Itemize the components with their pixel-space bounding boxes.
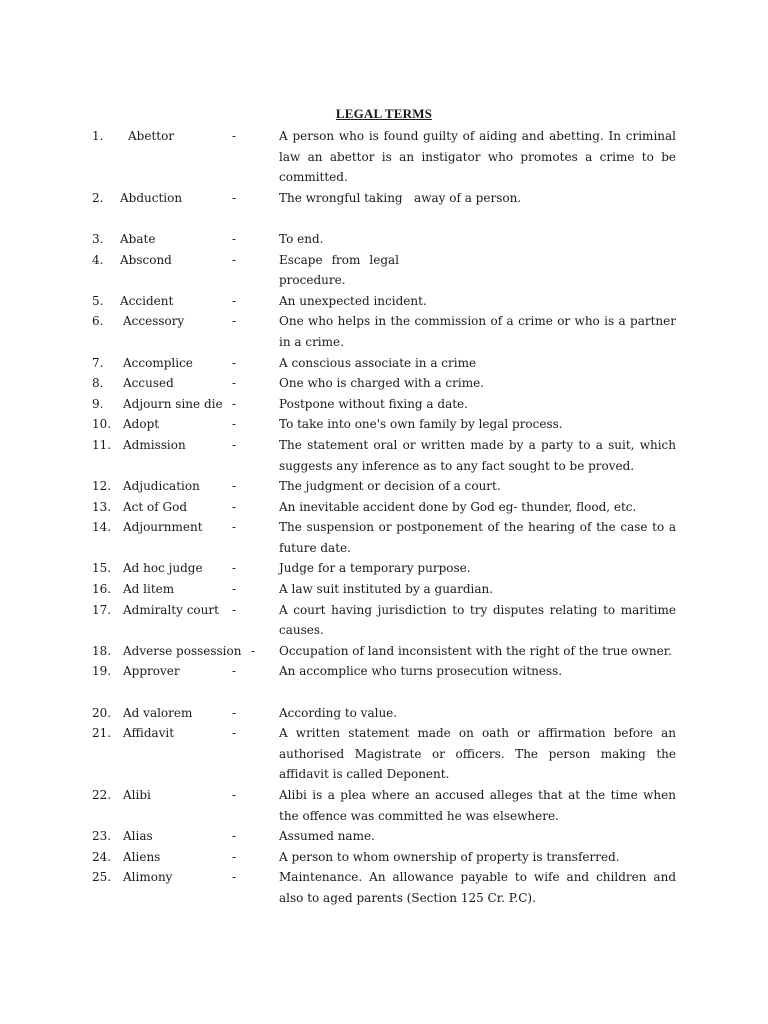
entry-definition: The suspension or postponement of the hearing of the case to a future date. <box>279 520 676 555</box>
entry-definition: One who helps in the commission of a crime or who is a partner in a crime. <box>279 314 676 349</box>
entry-dash: - <box>232 252 237 267</box>
entry-number: 8. <box>92 376 104 391</box>
entry-number: 6. <box>92 314 104 329</box>
entry-dash: - <box>232 602 237 617</box>
entry-term: Approver <box>123 664 180 679</box>
list-item <box>0 558 768 579</box>
entry-dash: - <box>232 437 237 452</box>
entry-dash: - <box>232 664 237 679</box>
entry-definition: An unexpected incident. <box>279 293 427 308</box>
entry-number: 15. <box>92 561 112 576</box>
entry-number: 3. <box>92 231 104 246</box>
entry-term: Abate <box>120 231 156 246</box>
list-item <box>0 394 768 415</box>
list-item <box>0 867 768 908</box>
list-item <box>0 703 768 724</box>
list-item <box>0 600 768 641</box>
entry-dash: - <box>232 829 237 844</box>
list-item <box>0 311 768 352</box>
list-item <box>0 579 768 600</box>
entry-number: 20. <box>92 705 112 720</box>
entry-number: 11. <box>92 437 112 452</box>
entry-dash: - <box>232 520 237 535</box>
entry-definition: Assumed name. <box>279 829 375 844</box>
entry-number: 12. <box>92 479 112 494</box>
entry-number: 2. <box>92 190 104 205</box>
entry-number: 4. <box>92 252 104 267</box>
entry-dash: - <box>232 396 237 411</box>
list-item <box>0 126 768 188</box>
entry-term: Abettor <box>128 129 175 143</box>
entry-number: 21. <box>92 726 112 741</box>
entry-dash: - <box>232 582 237 597</box>
entry-dash: - <box>232 726 237 741</box>
list-item <box>0 435 768 476</box>
entry-dash: - <box>232 376 237 391</box>
list-item <box>0 785 768 826</box>
list-item <box>0 826 768 847</box>
entry-term: Accused <box>123 376 174 391</box>
entry-definition: The wrongful taking away of a person. <box>279 190 522 205</box>
list-item <box>0 497 768 518</box>
entry-definition: The statement oral or written made by a party to a suit, which suggests any inference as to any fact sought to be proved. <box>279 437 676 473</box>
entry-number: 16. <box>92 582 112 597</box>
list-item <box>0 641 768 662</box>
list-item <box>0 847 768 868</box>
list-item <box>0 661 768 682</box>
entry-definition: The judgment or decision of a court. <box>279 479 501 494</box>
list-item <box>0 723 768 785</box>
page-title: LEGAL TERMS <box>335 106 433 121</box>
entry-term: Adjournment <box>123 520 203 535</box>
list-item <box>0 291 768 312</box>
entry-number: 14. <box>92 520 112 535</box>
entry-term: Affidavit <box>123 726 175 741</box>
entry-dash: - <box>232 849 237 864</box>
entry-definition: Judge for a temporary purpose. <box>279 561 471 576</box>
entry-dash: - <box>232 479 237 494</box>
list-item <box>0 188 768 209</box>
entry-number: 23. <box>92 829 112 844</box>
list-item <box>0 373 768 394</box>
entry-number: 10. <box>92 417 112 432</box>
entry-term: Ad hoc judge <box>123 561 203 576</box>
list-item <box>0 353 768 374</box>
entry-definition: Maintenance. An allowance payable to wife and children and also to aged parents (Section 125 Cr. P.C). <box>279 870 676 905</box>
entry-number: 9. <box>92 396 104 411</box>
entry-term: Admiralty court <box>123 602 219 617</box>
entry-definition: A law suit instituted by a guardian. <box>279 582 494 597</box>
entry-dash: - <box>232 314 237 329</box>
entry-definition: Postpone without fixing a date. <box>279 396 468 411</box>
entry-definition: To take into one's own family by legal process. <box>279 417 563 432</box>
entry-definition: To end. <box>279 231 324 246</box>
entry-definition: A conscious associate in a crime <box>279 355 477 370</box>
entry-number: 25. <box>92 870 112 885</box>
entry-term: Admission <box>123 437 186 452</box>
entry-term: Adjourn sine die <box>123 396 223 411</box>
entry-definition: An accomplice who turns prosecution witness. <box>279 664 563 679</box>
entry-term: Accessory <box>123 314 185 329</box>
list-item <box>0 229 768 250</box>
entry-definition: A written statement made on oath or affirmation before an authorised Magistrate or officers. The person making the affidavit is called Deponent. <box>279 726 676 782</box>
entry-dash: - <box>232 870 237 885</box>
entry-term: Accident <box>120 293 174 308</box>
entry-number: 18. <box>92 643 112 658</box>
entry-term: Alimony <box>123 870 173 885</box>
entry-definition: A court having jurisdiction to try disputes relating to maritime causes. <box>279 602 676 638</box>
entry-definition: One who is charged with a crime. <box>279 376 484 391</box>
entry-number: 24. <box>92 849 112 864</box>
entry-dash: - <box>232 417 237 432</box>
entry-dash: - <box>232 355 237 370</box>
entry-definition: Alibi is a plea where an accused alleges that at the time when the offence was committed he was elsewhere. <box>279 788 676 823</box>
entry-definition: Occupation of land inconsistent with the right of the true owner. <box>279 643 672 658</box>
entry-number: 5. <box>92 293 104 308</box>
entry-dash: - <box>232 561 237 576</box>
entry-definition: A person to whom ownership of property is transferred. <box>279 849 620 864</box>
entry-dash: - <box>232 705 237 720</box>
entry-number: 13. <box>92 499 112 514</box>
entry-dash: - <box>232 231 237 246</box>
entry-term: Ad litem <box>123 582 175 597</box>
list-item <box>0 250 768 291</box>
entry-term: Abduction <box>120 190 183 205</box>
entry-dash: - <box>232 129 237 143</box>
entry-definition: According to value. <box>279 705 398 720</box>
legal-terms-list <box>0 126 768 909</box>
entry-term: Ad valorem <box>123 705 193 720</box>
list-item <box>0 517 768 558</box>
entry-term: Adjudication <box>123 479 200 494</box>
entry-number: 7. <box>92 355 104 370</box>
entry-definition: Escape from legal procedure. <box>279 252 399 288</box>
list-item <box>0 476 768 497</box>
entry-term: Alibi <box>123 788 151 802</box>
entry-dash: - <box>251 643 256 658</box>
entry-number: 1. <box>92 129 104 143</box>
entry-number: 22. <box>92 788 112 802</box>
entry-number: 19. <box>92 664 112 679</box>
list-item <box>0 414 768 435</box>
entry-definition: A person who is found guilty of aiding and abetting. In criminal law an abettor is an instigator who promotes a crime to be committed. <box>279 129 676 185</box>
entry-dash: - <box>232 293 237 308</box>
entry-number: 17. <box>92 602 112 617</box>
entry-term: Aliens <box>123 849 161 864</box>
entry-term: Accomplice <box>123 355 193 370</box>
entry-definition: An inevitable accident done by God eg- thunder, flood, etc. <box>279 499 637 514</box>
entry-dash: - <box>232 499 237 514</box>
entry-dash: - <box>232 190 237 205</box>
entry-term: Adverse possession <box>123 643 242 658</box>
entry-term: Act of God <box>123 499 187 514</box>
entry-term: Adopt <box>123 417 160 432</box>
entry-term: Abscond <box>120 252 172 267</box>
entry-term: Alias <box>123 829 153 844</box>
entry-dash: - <box>232 788 237 802</box>
